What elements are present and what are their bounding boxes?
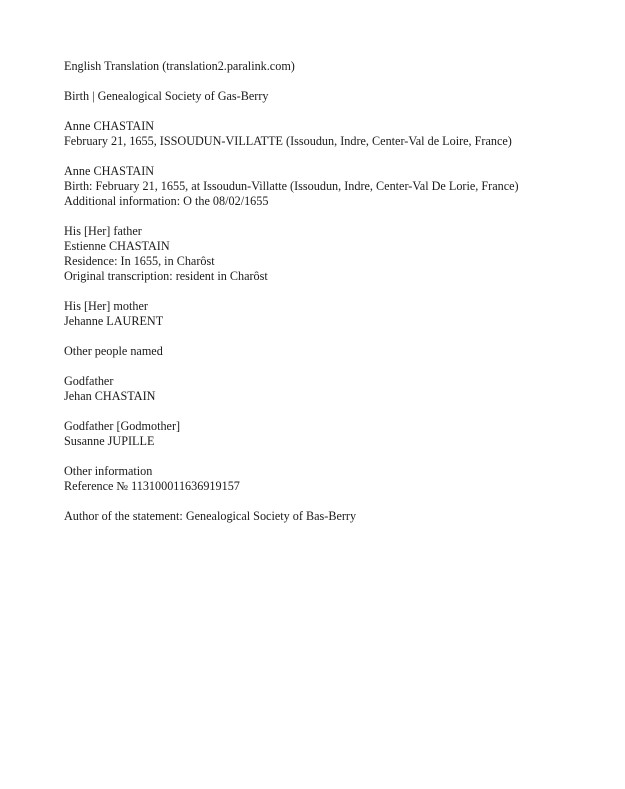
subject-name: Anne CHASTAIN <box>64 164 155 178</box>
author-section <box>64 509 604 524</box>
father-heading: His [Her] father <box>64 224 142 238</box>
other-people-heading: Other people named <box>64 344 163 358</box>
record-source-section <box>64 89 604 104</box>
father-section <box>64 224 604 284</box>
father-original-transcription: Original transcription: resident in Charôst <box>64 269 268 283</box>
other-information-heading: Other information <box>64 464 153 478</box>
summary-name: Anne CHASTAIN <box>64 119 155 133</box>
other-people-section <box>64 344 604 359</box>
father-name: Estienne CHASTAIN <box>64 239 170 253</box>
summary-section <box>64 119 604 149</box>
reference-number: Reference № 113100011636919157 <box>64 479 240 493</box>
godmother-heading: Godfather [Godmother] <box>64 419 181 433</box>
record-source: Birth | Genealogical Society of Gas-Berry <box>64 89 269 103</box>
mother-name: Jehanne LAURENT <box>64 314 164 328</box>
father-residence: Residence: In 1655, in Charôst <box>64 254 215 268</box>
other-information-section <box>64 464 604 494</box>
godfather-heading: Godfather <box>64 374 114 388</box>
summary-event-line: February 21, 1655, ISSOUDUN-VILLATTE (Issoudun, Indre, Center-Val de Loire, France) <box>64 134 512 148</box>
author-line: Author of the statement: Genealogical Society of Bas-Berry <box>64 509 357 523</box>
godmother-name: Susanne JUPILLE <box>64 434 155 448</box>
mother-heading: His [Her] mother <box>64 299 148 313</box>
subject-birth-line: Birth: February 21, 1655, at Issoudun-Villatte (Issoudun, Indre, Center-Val De Lorie, France) <box>64 179 519 193</box>
godfather-section <box>64 374 604 404</box>
godfather-name: Jehan CHASTAIN <box>64 389 156 403</box>
translation-header <box>64 59 604 74</box>
godmother-section <box>64 419 604 449</box>
subject-additional-info: Additional information: O the 08/02/1655 <box>64 194 269 208</box>
subject-section <box>64 164 604 209</box>
mother-section <box>64 299 604 329</box>
translation-note: English Translation (translation2.paralink.com) <box>64 59 295 73</box>
document-page <box>64 59 604 539</box>
